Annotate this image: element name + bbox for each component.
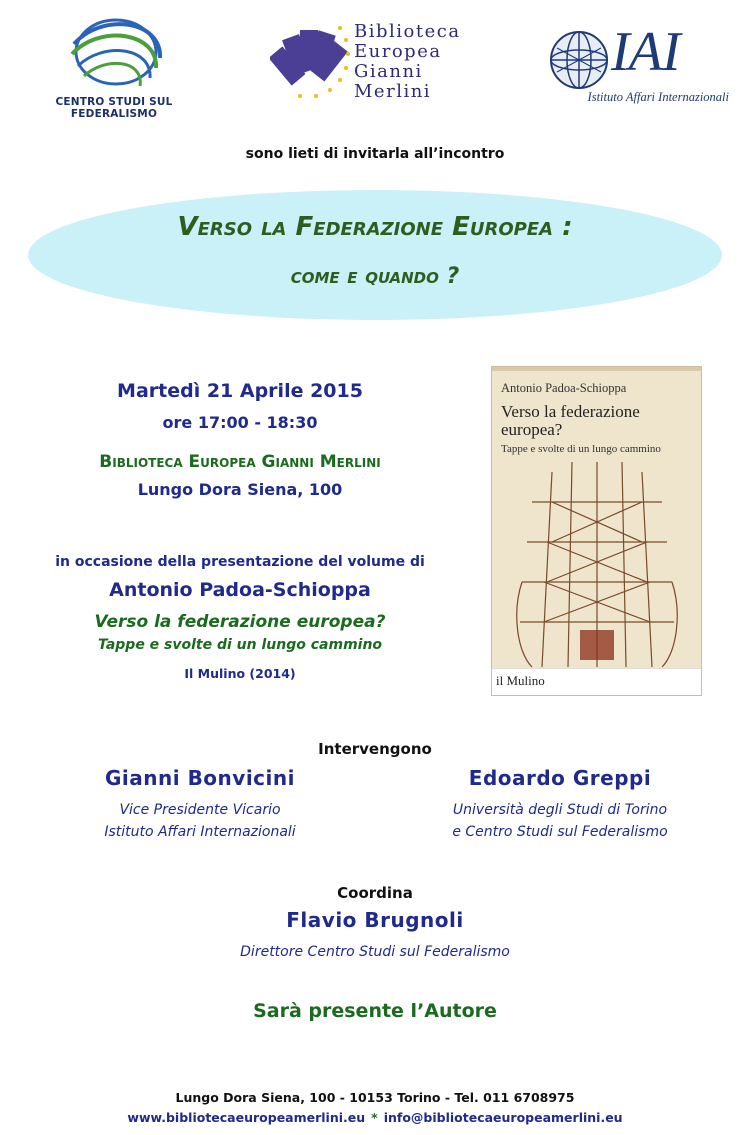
scaffold-illustration-icon	[492, 462, 702, 672]
footer-separator: *	[371, 1110, 378, 1125]
event-date: Martedì 21 Aprile 2015	[117, 380, 363, 402]
footer-contacts	[0, 1110, 750, 1125]
logo-centro-studi-federalismo	[12, 14, 212, 120]
globe-icon	[547, 28, 611, 92]
speaker-name: Edoardo Greppi	[468, 766, 652, 790]
logo-line: Gianni	[354, 61, 423, 82]
logo-line: Biblioteca	[354, 21, 461, 42]
event-title-line2: come e quando ?	[290, 264, 460, 289]
speaker-role: Istituto Affari Internazionali	[104, 824, 296, 840]
cover-author: Antonio Padoa-Schioppa	[501, 381, 627, 395]
logo-line: Europea	[354, 41, 442, 62]
moderator-name: Flavio Brugnoli	[286, 908, 464, 932]
book-author: Antonio Padoa-Schioppa	[109, 579, 371, 601]
moderator-heading: Coordina	[337, 884, 413, 902]
footer-website-link[interactable]: www.bibliotecaeuropeamerlini.eu	[127, 1110, 366, 1125]
cover-publisher-band	[492, 668, 702, 695]
cover-publisher: il Mulino	[496, 673, 545, 688]
speakers-heading: Intervengono	[318, 740, 432, 758]
cover-subtitle: Tappe e svolte di un lungo cammino	[501, 443, 661, 455]
footer-email-link[interactable]: info@bibliotecaeuropeamerlini.eu	[383, 1110, 623, 1125]
logo-line: Merlini	[354, 81, 432, 102]
speaker-name: Gianni Bonvicini	[105, 766, 295, 790]
logo-biblioteca-europea	[270, 18, 490, 110]
cover-title-line: Verso la federazione	[501, 402, 640, 421]
invite-line: sono lieti di invitarla all’incontro	[245, 146, 505, 162]
logo-iai	[545, 21, 730, 108]
cover-title	[501, 403, 640, 439]
speaker-role: Vice Presidente Vicario	[119, 802, 281, 818]
event-address: Lungo Dora Siena, 100	[137, 480, 343, 499]
title-ellipse-background	[28, 190, 722, 320]
footer-address: Lungo Dora Siena, 100 - 10153 Torino - Tel. 011 6708975	[175, 1090, 575, 1105]
logo-biblioteca-text	[354, 22, 461, 102]
author-presence: Sarà presente l’Autore	[253, 1000, 497, 1022]
logo-iai-letters: IAI	[611, 21, 680, 83]
book-publisher: Il Mulino (2014)	[184, 666, 296, 681]
fanned-books-icon	[270, 18, 354, 108]
event-time: ore 17:00 - 18:30	[162, 413, 318, 432]
book-title: Verso la federazione europea?	[94, 612, 386, 632]
book-cover	[491, 366, 702, 696]
cover-top-strip	[492, 367, 702, 371]
cover-title-line: europea?	[501, 420, 563, 439]
event-title-line1: Verso la Federazione Europea :	[177, 212, 573, 242]
speaker-role: Università degli Studi di Torino	[452, 802, 668, 818]
swoosh-globe-icon	[12, 14, 212, 96]
logo-caption: CENTRO STUDI SUL FEDERALISMO	[55, 96, 173, 120]
book-occasion: in occasione della presentazione del volume di	[55, 554, 425, 570]
speaker-role: e Centro Studi sul Federalismo	[452, 824, 668, 840]
event-venue: Biblioteca Europea Gianni Merlini	[99, 452, 381, 472]
logo-iai-subtitle: Istituto Affari Internazionali	[587, 90, 729, 104]
moderator-role: Direttore Centro Studi sul Federalismo	[240, 944, 510, 960]
book-subtitle: Tappe e svolte di un lungo cammino	[97, 637, 383, 653]
